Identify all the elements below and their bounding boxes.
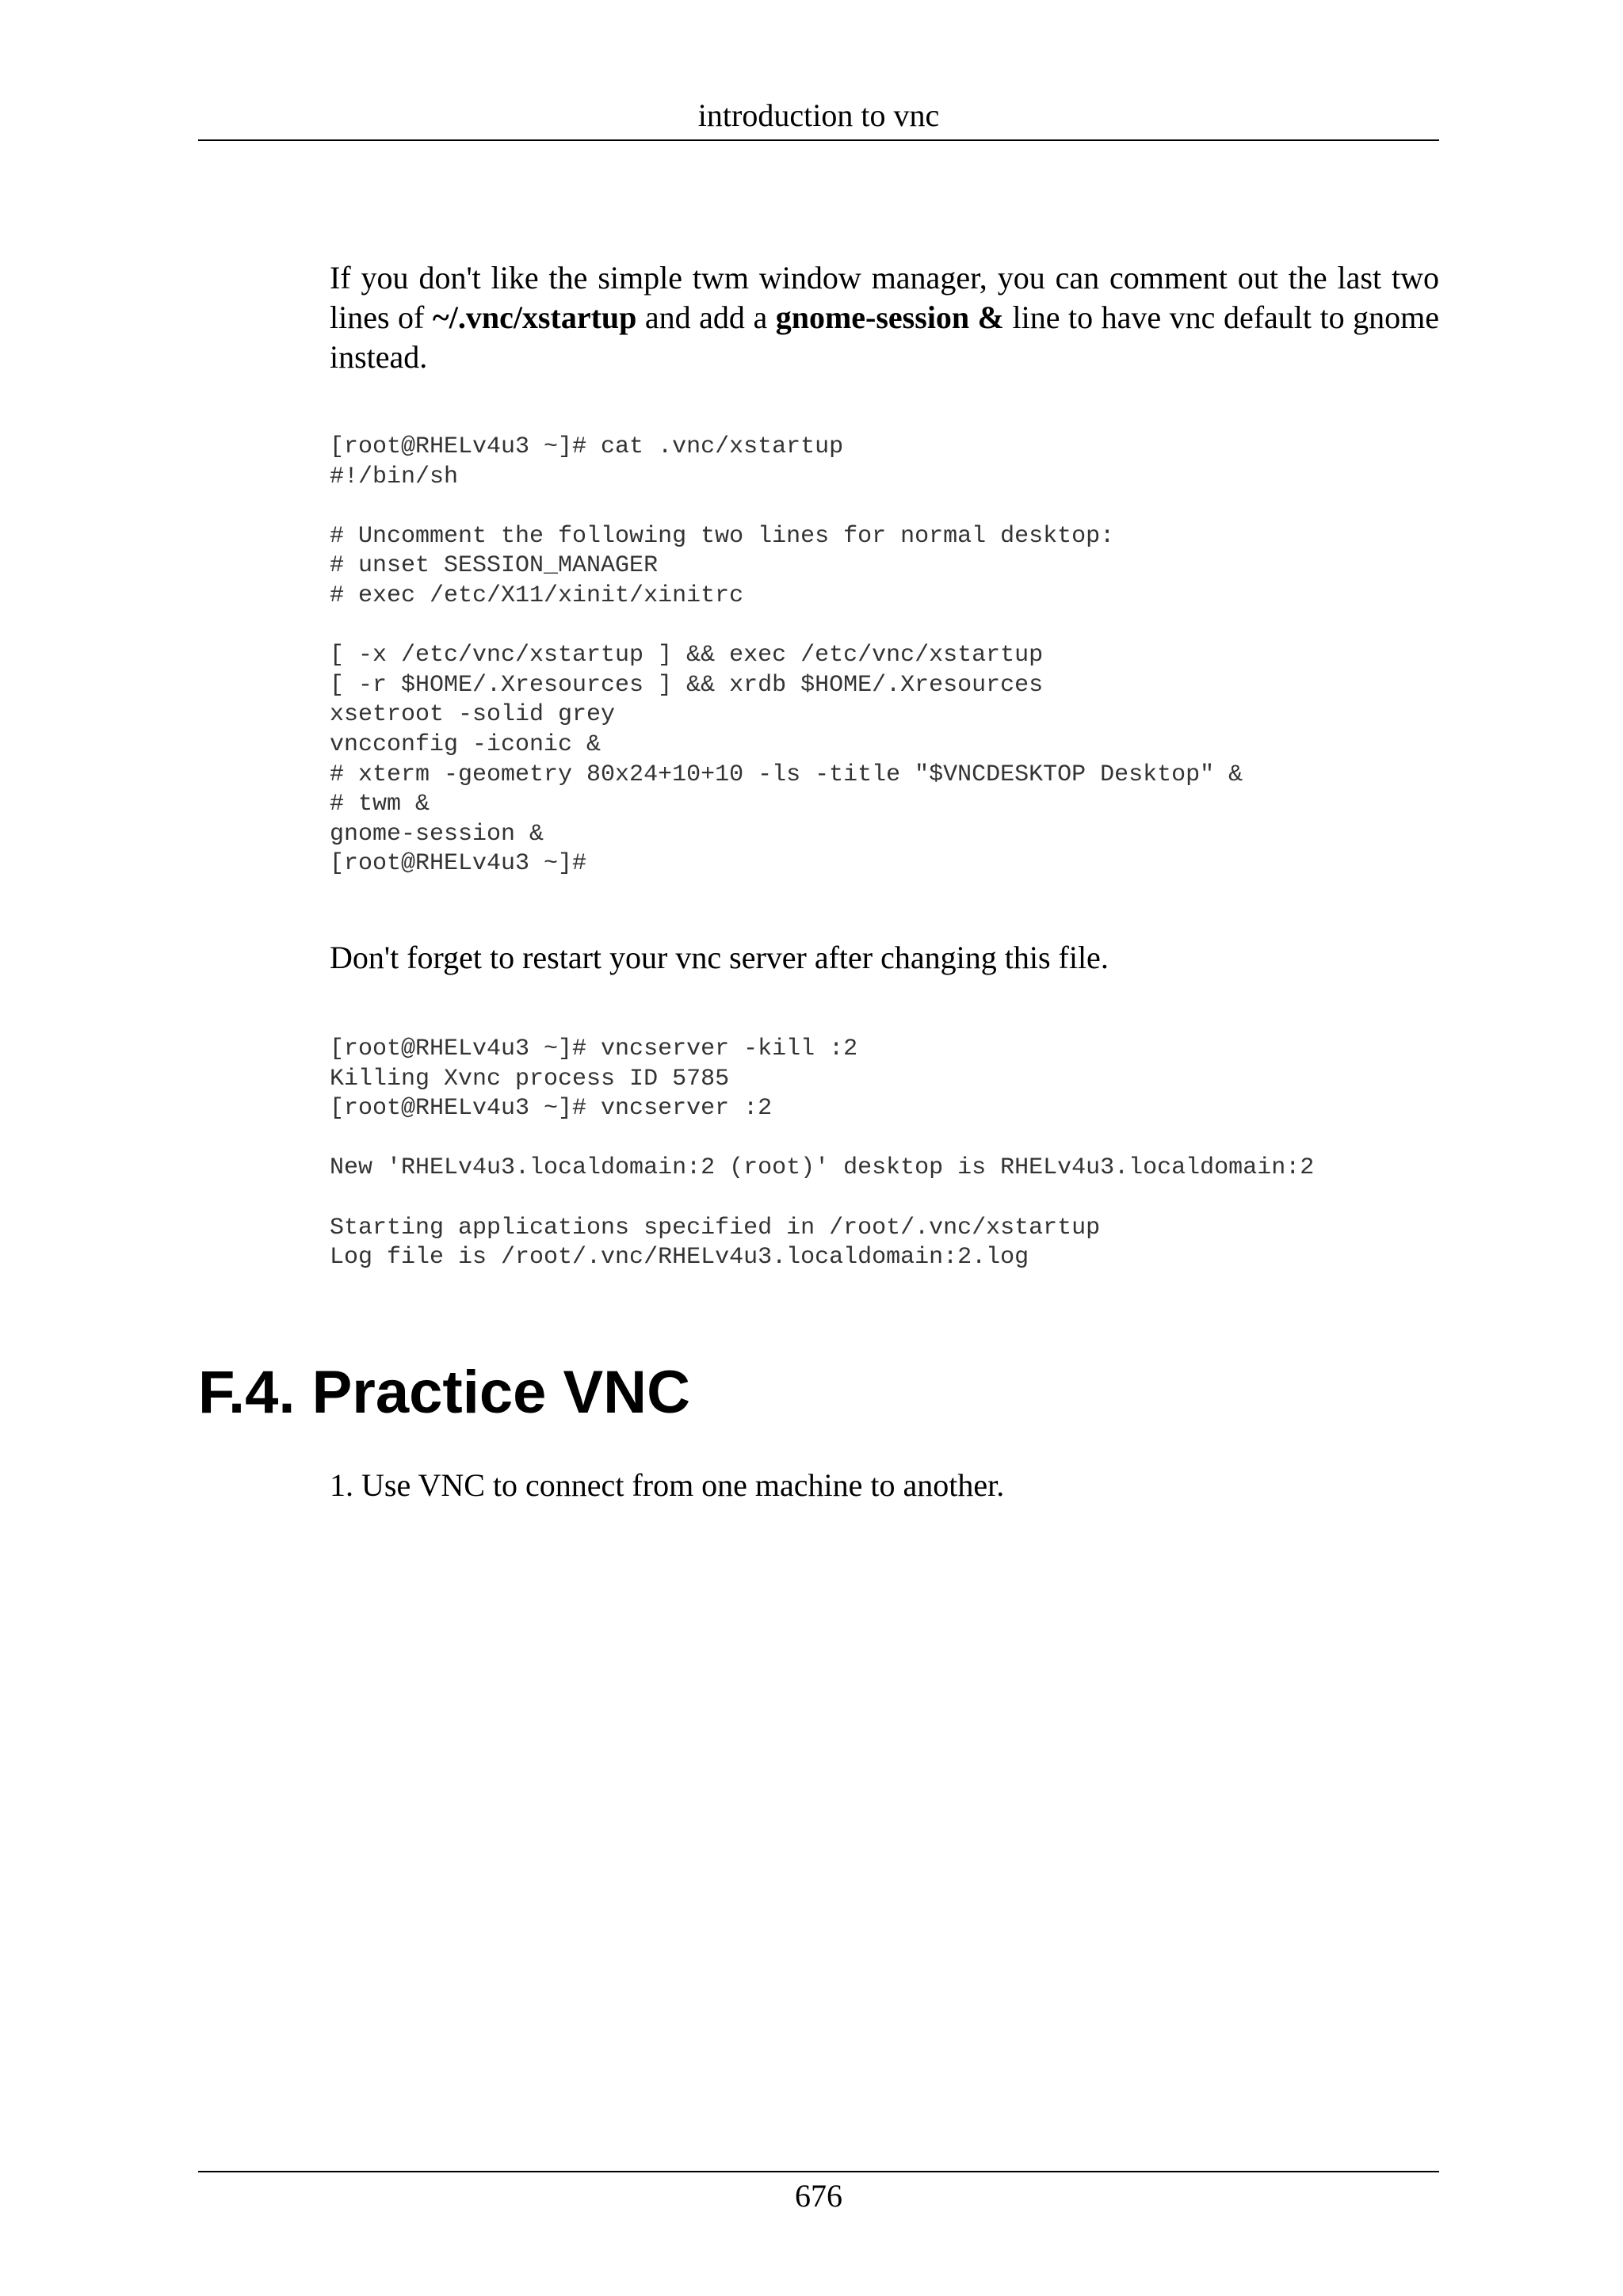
code-line: #!/bin/sh — [330, 463, 459, 490]
code-line: [root@RHELv4u3 ~]# — [330, 850, 587, 878]
code-line: Log file is /root/.vnc/RHELv4u3.localdomain:2.log — [330, 1244, 1029, 1272]
code-line: New 'RHELv4u3.localdomain:2 (root)' desktop is RHELv4u3.localdomain:2 — [330, 1154, 1315, 1182]
code-line: [ -x /etc/vnc/xstartup ] && exec /etc/vnc/xstartup — [330, 642, 1044, 669]
intro-text-1: If you don't like the simple twm window manager, you can comment out the last two lines of — [330, 260, 1439, 335]
running-header: introduction to vnc — [697, 97, 940, 133]
code-line: # Uncomment the following two lines for normal desktop: — [330, 522, 1115, 550]
vncserver-code-block — [330, 1035, 1439, 1273]
gnome-session-command: gnome-session & — [775, 299, 1005, 335]
page-number: 676 — [795, 2178, 842, 2214]
code-line: Killing Xvnc process ID 5785 — [330, 1065, 730, 1093]
code-line: [root@RHELv4u3 ~]# vncserver -kill :2 — [330, 1035, 858, 1062]
code-line: # exec /etc/X11/xinit/xinitrc — [330, 582, 744, 609]
code-line: xsetroot -solid grey — [330, 701, 616, 729]
code-line: [root@RHELv4u3 ~]# vncserver :2 — [330, 1095, 773, 1123]
code-line — [330, 492, 1439, 522]
code-line: [ -r $HOME/.Xresources ] && xrdb $HOME/.Xresources — [330, 671, 1044, 699]
code-line: # unset SESSION_MANAGER — [330, 552, 659, 580]
footer-rule — [198, 2171, 1439, 2172]
intro-text-2: and add a — [636, 299, 776, 335]
code-line — [330, 1184, 1439, 1214]
intro-paragraph — [330, 258, 1439, 377]
intro-text-3: line to have vnc default to gnome instead. — [330, 299, 1440, 375]
code-line: [root@RHELv4u3 ~]# cat .vnc/xstartup — [330, 433, 844, 460]
section-heading: F.4. Practice VNC — [198, 1359, 690, 1426]
restart-note: Don't forget to restart your vnc server after changing this file. — [330, 940, 1109, 975]
practice-item: 1. Use VNC to connect from one machine to another. — [330, 1467, 1005, 1503]
code-line: Starting applications specified in /root/.vnc/xstartup — [330, 1214, 1101, 1241]
code-line: vncconfig -iconic & — [330, 730, 601, 758]
header-rule — [198, 139, 1439, 141]
xstartup-path: ~/.vnc/xstartup — [432, 299, 637, 335]
code-line: gnome-session & — [330, 820, 544, 848]
code-line — [330, 612, 1439, 642]
code-line: # xterm -geometry 80x24+10+10 -ls -title "$VNCDESKTOP Desktop" & — [330, 761, 1243, 788]
code-line — [330, 1124, 1439, 1154]
xstartup-code-block — [330, 433, 1439, 879]
code-line: # twm & — [330, 791, 430, 818]
